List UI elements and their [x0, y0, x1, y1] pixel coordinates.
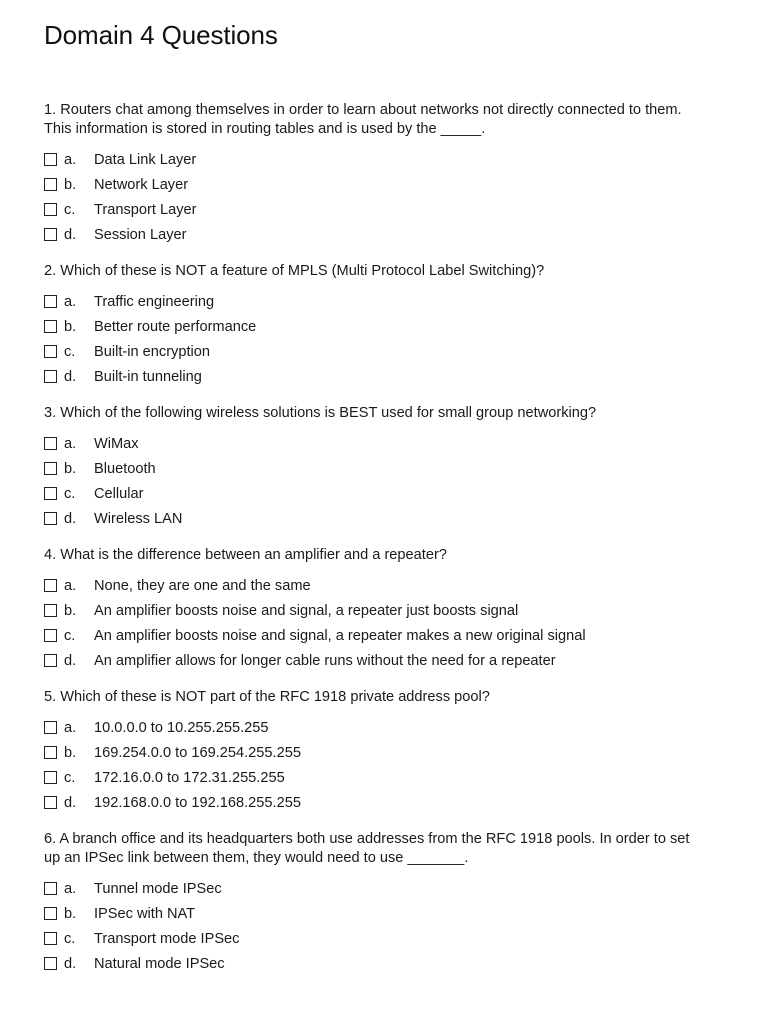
option-text: Transport Layer [94, 201, 197, 218]
answer-option[interactable] [44, 147, 704, 172]
option-letter: d. [64, 955, 77, 972]
option-text: Network Layer [94, 176, 189, 193]
question-list [44, 101, 704, 991]
option-text: 169.254.0.0 to 169.254.255.255 [94, 744, 301, 761]
checkbox[interactable] [44, 228, 57, 241]
option-text: WiMax [94, 435, 139, 452]
option-text: Natural mode IPSec [94, 955, 225, 972]
answer-option[interactable] [44, 222, 704, 247]
option-letter: c. [64, 201, 76, 218]
option-letter: a. [64, 577, 77, 594]
checkbox[interactable] [44, 153, 57, 166]
answer-option[interactable] [44, 926, 704, 951]
option-letter: c. [64, 769, 76, 786]
checkbox[interactable] [44, 345, 57, 358]
answer-option[interactable] [44, 197, 704, 222]
checkbox[interactable] [44, 629, 57, 642]
checkbox[interactable] [44, 320, 57, 333]
checkbox[interactable] [44, 437, 57, 450]
checkbox[interactable] [44, 907, 57, 920]
option-text: Wireless LAN [94, 510, 183, 527]
option-letter: b. [64, 602, 77, 619]
answer-option[interactable] [44, 648, 704, 673]
question-2 [44, 262, 704, 389]
option-text: Tunnel mode IPSec [94, 880, 222, 897]
answer-option[interactable] [44, 623, 704, 648]
option-letter: d. [64, 368, 77, 385]
checkbox[interactable] [44, 957, 57, 970]
checkbox[interactable] [44, 721, 57, 734]
option-letter: c. [64, 627, 76, 644]
answer-option[interactable] [44, 364, 704, 389]
answer-option[interactable] [44, 790, 704, 815]
option-text: An amplifier boosts noise and signal, a repeater makes a new original signal [94, 627, 586, 644]
option-letter: d. [64, 226, 77, 243]
checkbox[interactable] [44, 462, 57, 475]
option-letter: d. [64, 510, 77, 527]
question-text: 3. Which of the following wireless solutions is BEST used for small group networking? [44, 405, 597, 421]
checkbox[interactable] [44, 771, 57, 784]
option-letter: b. [64, 176, 77, 193]
question-text: 5. Which of these is NOT part of the RFC 1918 private address pool? [44, 689, 490, 705]
checkbox[interactable] [44, 654, 57, 667]
option-letter: b. [64, 744, 77, 761]
question-5 [44, 688, 704, 815]
answer-option[interactable] [44, 506, 704, 531]
question-text: 1. Routers chat among themselves in order to learn about networks not directly connected to them. This information is stored in routing tables and is used by the _____. [44, 102, 682, 137]
option-text: 192.168.0.0 to 192.168.255.255 [94, 794, 301, 811]
option-text: An amplifier allows for longer cable runs without the need for a repeater [94, 652, 556, 669]
question-text: 2. Which of these is NOT a feature of MPLS (Multi Protocol Label Switching)? [44, 263, 545, 279]
checkbox[interactable] [44, 579, 57, 592]
option-letter: d. [64, 652, 77, 669]
question-6 [44, 830, 704, 976]
option-letter: b. [64, 905, 77, 922]
option-text: Built-in encryption [94, 343, 210, 360]
answer-option[interactable] [44, 573, 704, 598]
answer-option[interactable] [44, 876, 704, 901]
option-text: Built-in tunneling [94, 368, 202, 385]
answer-option[interactable] [44, 339, 704, 364]
checkbox[interactable] [44, 203, 57, 216]
checkbox[interactable] [44, 882, 57, 895]
option-text: Transport mode IPSec [94, 930, 240, 947]
option-letter: c. [64, 485, 76, 502]
answer-option[interactable] [44, 901, 704, 926]
question-text: 6. A branch office and its headquarters both use addresses from the RFC 1918 pools. In order to set up an IPSec link between them, they would need to use _______. [44, 831, 690, 866]
option-letter: b. [64, 460, 77, 477]
answer-option[interactable] [44, 740, 704, 765]
answer-option[interactable] [44, 598, 704, 623]
answer-option[interactable] [44, 431, 704, 456]
question-text: 4. What is the difference between an amplifier and a repeater? [44, 547, 447, 563]
checkbox[interactable] [44, 370, 57, 383]
option-text: 172.16.0.0 to 172.31.255.255 [94, 769, 285, 786]
answer-option[interactable] [44, 314, 704, 339]
answer-option[interactable] [44, 289, 704, 314]
option-letter: c. [64, 343, 76, 360]
question-4 [44, 546, 704, 673]
option-text: Bluetooth [94, 460, 156, 477]
checkbox[interactable] [44, 796, 57, 809]
option-letter: a. [64, 435, 77, 452]
page-title: Domain 4 Questions [44, 20, 278, 50]
question-3 [44, 404, 704, 531]
question-1 [44, 101, 704, 247]
option-letter: a. [64, 151, 77, 168]
option-text: Better route performance [94, 318, 257, 335]
option-text: Session Layer [94, 226, 187, 243]
option-text: IPSec with NAT [94, 905, 196, 922]
checkbox[interactable] [44, 295, 57, 308]
checkbox[interactable] [44, 512, 57, 525]
option-letter: b. [64, 318, 77, 335]
option-letter: a. [64, 880, 77, 897]
option-text: Cellular [94, 485, 144, 502]
option-letter: d. [64, 794, 77, 811]
option-text: An amplifier boosts noise and signal, a repeater just boosts signal [94, 602, 519, 619]
checkbox[interactable] [44, 932, 57, 945]
checkbox[interactable] [44, 746, 57, 759]
option-text: Data Link Layer [94, 151, 197, 168]
answer-option[interactable] [44, 172, 704, 197]
checkbox[interactable] [44, 487, 57, 500]
checkbox[interactable] [44, 604, 57, 617]
answer-option[interactable] [44, 765, 704, 790]
option-text: 10.0.0.0 to 10.255.255.255 [94, 719, 269, 736]
option-letter: a. [64, 293, 77, 310]
answer-option[interactable] [44, 481, 704, 506]
checkbox[interactable] [44, 178, 57, 191]
option-text: Traffic engineering [94, 293, 215, 310]
option-text: None, they are one and the same [94, 577, 311, 594]
option-letter: a. [64, 719, 77, 736]
answer-option[interactable] [44, 456, 704, 481]
answer-option[interactable] [44, 951, 704, 976]
option-letter: c. [64, 930, 76, 947]
answer-option[interactable] [44, 715, 704, 740]
